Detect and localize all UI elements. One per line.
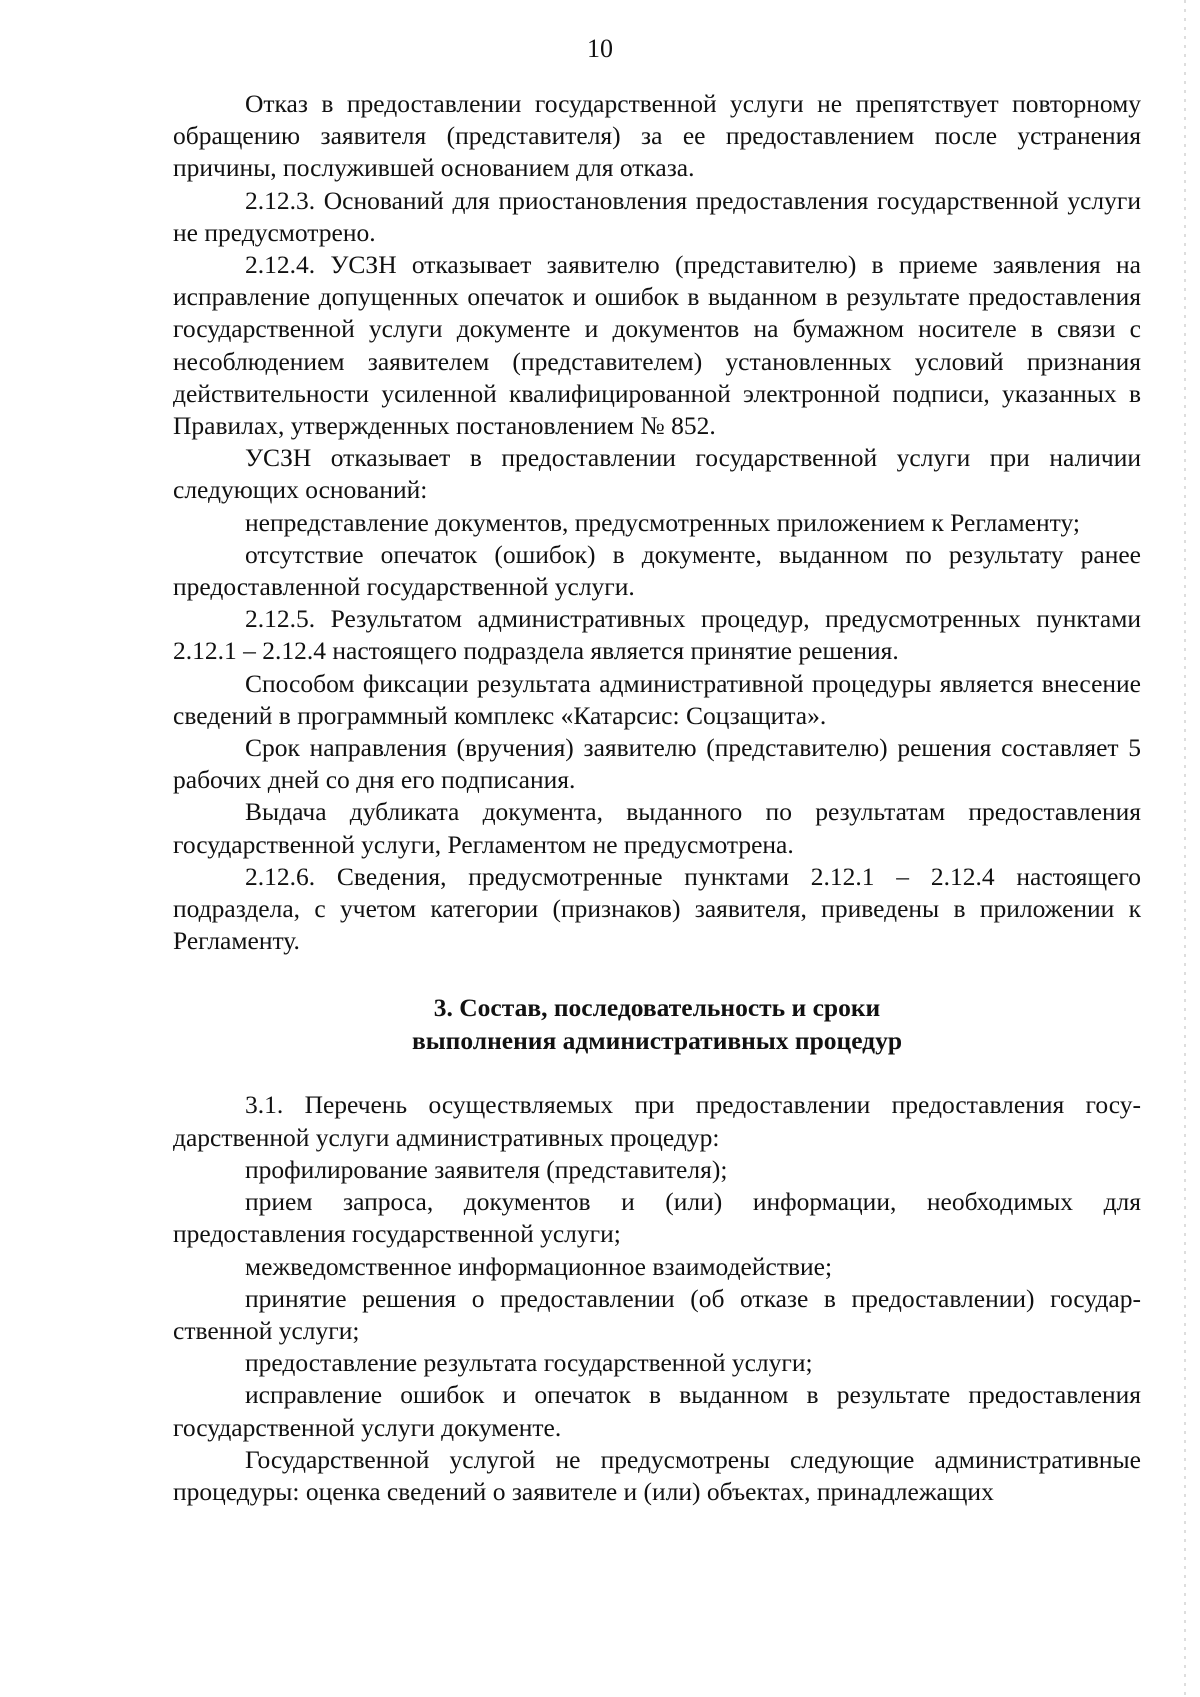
page-number: 10 xyxy=(587,34,613,63)
list-item: межведомственное информационное взаимодействие; xyxy=(245,1251,833,1281)
paragraph: непредставление документов, предусмотренных приложением к Регламенту; xyxy=(245,507,1080,537)
paragraph: 2.12.6. Сведения, предусмотренные пунктами 2.12.1 – 2.12.4 настоящего подраздела, с учетом категории (признаков) заявителя, приведены в приложении к Регламенту. xyxy=(173,861,1141,956)
paragraph: 2.12.5. Результатом административных процедур, предусмотренных пунктами 2.12.1 – 2.12.4 настоящего подраздела является принятие решения. xyxy=(173,604,1141,666)
paragraph: 2.12.4. УСЗН отказывает заявителю (представителю) в приеме заявления на исправление допущенных опечаток и ошибок в выданном в результате предоставления государственной услуги документе и документов на бумажном носителе в связи с несоблюдением заявителем (представителем) установленных условий признания действительности усиленной квалифицированной электронной подписи, указанных в Правилах, утвержденных постановлением № 852. xyxy=(173,250,1141,441)
paragraph: Срок направления (вручения) заявителю (представителю) решения составляет 5 рабочих дней со дня его подписания. xyxy=(173,733,1141,795)
list-item: прием запроса, документов и (или) информации, необходимых для предоставления государственной услуги; xyxy=(173,1187,1141,1249)
list-item: профилирование заявителя (представителя); xyxy=(245,1154,728,1184)
paragraph: Отказ в предоставлении государственной услуги не препятствует повторному обращению заявителя (представителя) за ее предоставлением после устранения причины, послужившей основанием для отказа. xyxy=(173,89,1141,183)
paragraph: 2.12.3. Оснований для приостановления предоставления государственной услуги не предусмотрено. xyxy=(173,185,1141,247)
paragraph: Способом фиксации результата административной процедуры является внесение сведений в программный комплекс «Катарсис: Соцзащита». xyxy=(173,668,1141,730)
section-heading-line-2: выполнения административных процедур xyxy=(411,1026,903,1056)
paragraph: отсутствие опечаток (ошибок) в документе, выданном по результату ранее предоставленной государственной услуги. xyxy=(173,539,1141,602)
paragraph: 3.1. Перечень осуществляемых при предоставлении предоставления государственной услуги административных процедур: xyxy=(173,1090,1141,1152)
section-heading xyxy=(173,991,1141,1057)
list-item: исправление ошибок и опечаток в выданном в результате предоставления государственной услуги документе. xyxy=(173,1380,1141,1442)
list-item: предоставление результата государственной услуги; xyxy=(245,1348,813,1378)
list-item: принятие решения о предоставлении (об отказе в предоставлении) государственной услуги; xyxy=(173,1283,1141,1345)
scan-edge-artifact xyxy=(1184,0,1186,1697)
document-body xyxy=(173,88,1141,1508)
paragraph: Государственной услугой не предусмотрены следующие административные процедуры: оценка сведений о заявителе и (или) объектах, принадлежащих xyxy=(173,1444,1141,1506)
paragraph: Выдача дубликата документа, выданного по результатам предоставления государственной услуги, Регламентом не предусмотрена. xyxy=(173,797,1141,859)
paragraph: УСЗН отказывает в предоставлении государственной услуги при наличии следующих оснований: xyxy=(173,443,1141,505)
section-heading-line-1: 3. Состав, последовательность и сроки xyxy=(433,993,881,1023)
